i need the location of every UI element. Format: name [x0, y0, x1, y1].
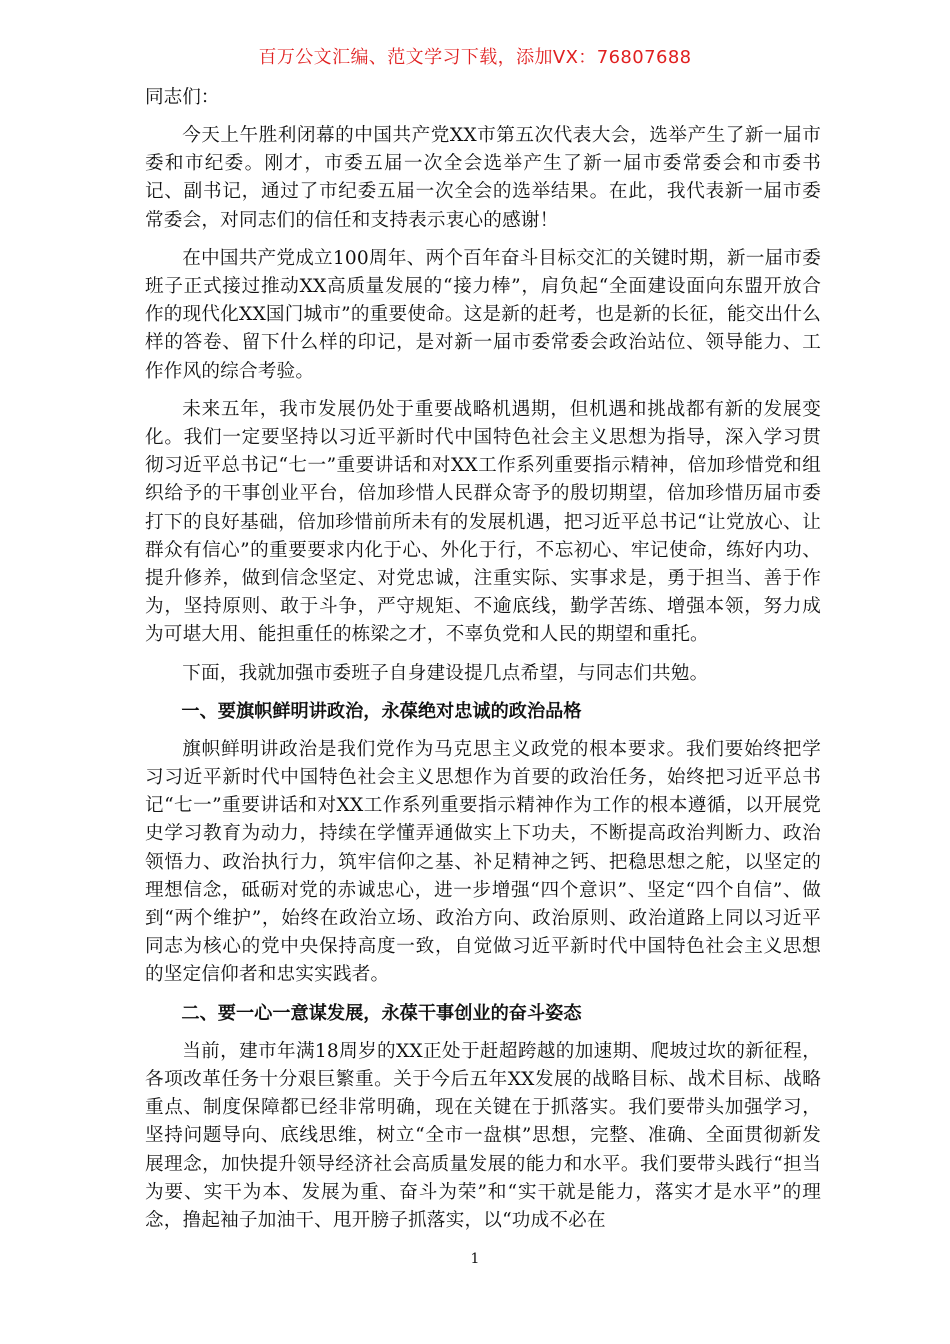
watermark-banner: 百万公文汇编、范文学习下载，添加VX：76807688 [258, 47, 692, 68]
section-heading-1: 一、要旗帜鲜明讲政治，永葆绝对忠诚的政治品格 [181, 700, 582, 722]
salutation: 同志们： [145, 87, 220, 108]
paragraph-outlook: 未来五年，我市发展仍处于重要战略机遇期，但机遇和挑战都有新的发展变化。我们一定要坚持以习近平新时代中国特色社会主义思想为指导，深入学习贯彻习近平总书记“七一”重要讲话和对XX工作系列重要指示精神，倍加珍惜党和组织给予的干事创业平台，倍加珍惜人民群众寄予的殷切期望，倍加珍惜历届市委打下的良好基础，倍加珍惜前所未有的发展机遇，把习近平总书记“让党放心、让群众有信心”的重要要求内化于心、外化于行，不忘初心、牢记使命，练好内功、提升修养，做到信念坚定、对党忠诚，注重实际、实事求是，勇于担当、善于作为，坚持原则、敢于斗争，严守规矩、不逾底线，勤学苦练、增强本领，努力成为可堪大用、能担重任的栋梁之才，不辜负党和人民的期望和重托。 [145, 398, 821, 646]
page-number: 1 [470, 1251, 480, 1267]
paragraph-opening: 今天上午胜利闭幕的中国共产党XX市第五次代表大会，选举产生了新一届市委和市纪委。刚才，市委五届一次全会选举产生了新一届市委常委会和市委书记、副书记，通过了市纪委五届一次全会的选举结果。在此，我代表新一届市委常委会，对同志们的信任和支持表示衷心的感谢！ [145, 125, 821, 231]
paragraph-context: 在中国共产党成立100周年、两个百年奋斗目标交汇的关键时期，新一届市委班子正式接过推动XX高质量发展的“接力棒”，肩负起“全面建设面向东盟开放合作的现代化XX国门城市”的重要使命。这是新的赶考，也是新的长征，能交出什么样的答卷、留下什么样的印记，是对新一届市委常委会政治站位、领导能力、工作作风的综合考验。 [145, 247, 821, 382]
document-body [145, 84, 821, 1245]
paragraph-transition: 下面，我就加强市委班子自身建设提几点希望，与同志们共勉。 [182, 662, 709, 684]
section-heading-2: 二、要一心一意谋发展，永葆干事创业的奋斗姿态 [181, 1002, 582, 1024]
section-2-paragraph: 当前，建市年满18周岁的XX正处于赶超跨越的加速期、爬坡过坎的新征程，各项改革任务十分艰巨繁重。关于今后五年XX发展的战略目标、战术目标、战略重点、制度保障都已经非常明确，现在关键在于抓落实。我们要带头加强学习，坚持问题导向、底线思维，树立“全市一盘棋”思想，完整、准确、全面贯彻新发展理念，加快提升领导经济社会高质量发展的能力和水平。我们要带头践行“担当为要、实干为本、发展为重、奋斗为荣”和“实干就是能力，落实才是水平”的理念，撸起袖子加油干、甩开膀子抓落实，以“功成不必在 [145, 1040, 821, 1231]
section-1-paragraph: 旗帜鲜明讲政治是我们党作为马克思主义政党的根本要求。我们要始终把学习习近平新时代中国特色社会主义思想作为首要的政治任务，始终把习近平总书记“七一”重要讲话和对XX工作系列重要指示精神作为工作的根本遵循，以开展党史学习教育为动力，持续在学懂弄通做实上下功夫，不断提高政治判断力、政治领悟力、政治执行力，筑牢信仰之基、补足精神之钙、把稳思想之舵，以坚定的理想信念，砥砺对党的赤诚忠心，进一步增强“四个意识”、坚定“四个自信”、做到“两个维护”，始终在政治立场、政治方向、政治原则、政治道路上同以习近平同志为核心的党中央保持高度一致，自觉做习近平新时代中国特色社会主义思想的坚定信仰者和忠实实践者。 [145, 738, 821, 986]
